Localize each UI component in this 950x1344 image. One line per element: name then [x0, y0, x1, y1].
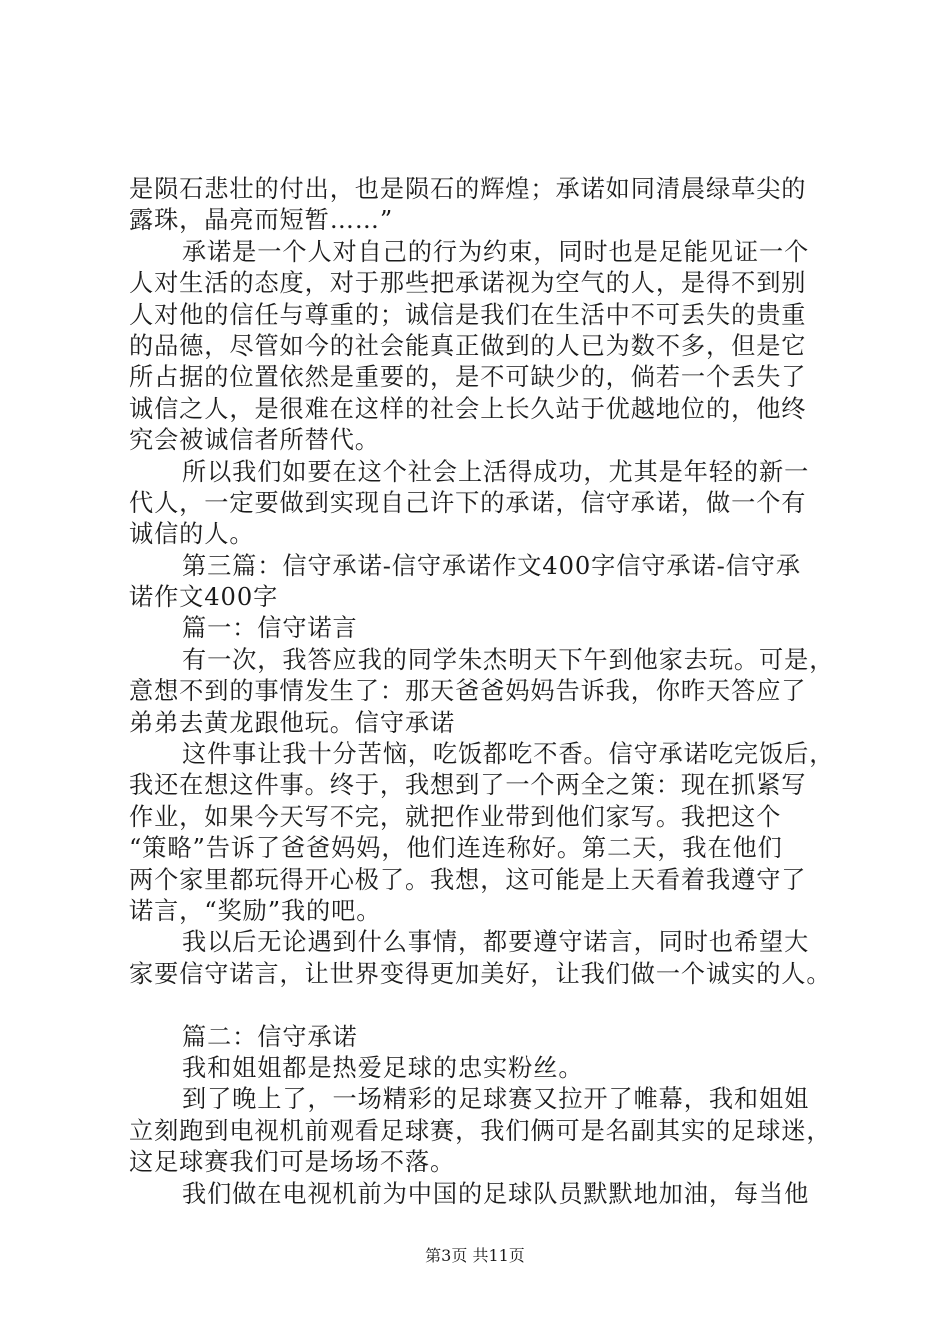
text-line: 我还在想这件事。终于，我想到了一个两全之策：现在抓紧写 [129, 771, 807, 800]
text-line: 家要信守诺言，让世界变得更加美好，让我们做一个诚实的人。 [129, 959, 832, 988]
text-line: 人对生活的态度，对于那些把承诺视为空气的人，是得不到别 [129, 269, 807, 298]
text-line: 承诺是一个人对自己的行为约束，同时也是足能见证一个 [182, 237, 810, 266]
text-line: 我和姐姐都是热爱足球的忠实粉丝。 [182, 1053, 584, 1082]
text-line: 有一次，我答应我的同学朱杰明天下午到他家去玩。可是， [182, 645, 835, 674]
text-line: 露珠，晶亮而短暂……” [129, 206, 394, 235]
paragraph [129, 1053, 829, 1084]
text-line: 两个家里都玩得开心极了。我想，这可能是上天看着我遵守了 [129, 865, 807, 894]
text-line: 所以我们如要在这个社会上活得成功，尤其是年轻的新一 [182, 457, 810, 486]
text-line: 我以后无论遇到什么事情，都要遵守诺言，同时也希望大 [182, 928, 810, 957]
text-line: “策略”告诉了爸爸妈妈，他们连连称好。第二天，我在他们 [129, 834, 783, 863]
paragraph [129, 457, 829, 551]
paragraph-continuation [129, 174, 829, 237]
subsection-heading [129, 1022, 829, 1053]
text-line: 这足球赛我们可是场场不落。 [129, 1148, 456, 1177]
text-line: 诺言，“奖励”我的吧。 [129, 896, 382, 925]
text-line: 人对他的信任与尊重的；诚信是我们在生活中不可丢失的贵重 [129, 300, 807, 329]
text-line: 篇二：信守承诺 [182, 1022, 358, 1051]
subsection-heading [129, 613, 829, 644]
text-line: 到了晚上了，一场精彩的足球赛又拉开了帷幕，我和姐姐 [182, 1085, 810, 1114]
text-line: 意想不到的事情发生了：那天爸爸妈妈告诉我，你昨天答应了 [129, 677, 807, 706]
text-line: 所占据的位置依然是重要的，是不可缺少的，倘若一个丢失了 [129, 363, 807, 392]
text-line: 第三篇：信守承诺-信守承诺作文400字信守承诺-信守承 [182, 551, 801, 580]
text-line: 诚信的人。 [129, 520, 255, 549]
text-line: 是陨石悲壮的付出，也是陨石的辉煌；承诺如同清晨绿草尖的 [129, 175, 807, 203]
text-line: 代人，一定要做到实现自己许下的承诺，信守承诺，做一个有 [129, 488, 807, 517]
text-line: 弟弟去黄龙跟他玩。信守承诺 [129, 708, 456, 737]
text-line: 立刻跑到电视机前观看足球赛，我们俩可是名副其实的足球迷， [129, 1116, 832, 1145]
section-heading [129, 551, 829, 614]
paragraph [129, 1084, 832, 1178]
paragraph [129, 1179, 829, 1210]
blank-line [129, 990, 829, 1021]
text-line: 诚信之人，是很难在这样的社会上长久站于优越地位的，他终 [129, 394, 807, 423]
paragraph [129, 237, 829, 457]
paragraph [129, 927, 832, 990]
paragraph [129, 645, 835, 739]
paragraph [129, 739, 835, 927]
document-body [129, 174, 835, 1210]
text-line: 这件事让我十分苦恼，吃饭都吃不香。信守承诺吃完饭后， [182, 740, 835, 769]
text-line: 诺作文400字 [129, 583, 279, 612]
text-line: 作业，如果今天写不完，就把作业带到他们家写。我把这个 [129, 802, 782, 831]
text-line: 究会被诚信者所替代。 [129, 426, 380, 455]
text-line: 我们做在电视机前为中国的足球队员默默地加油，每当他 [182, 1179, 810, 1208]
page-footer: 第3页 共11页 [425, 1246, 525, 1265]
text-line: 篇一：信守诺言 [182, 614, 358, 643]
text-line: 的品德，尽管如今的社会能真正做到的人已为数不多，但是它 [129, 331, 807, 360]
